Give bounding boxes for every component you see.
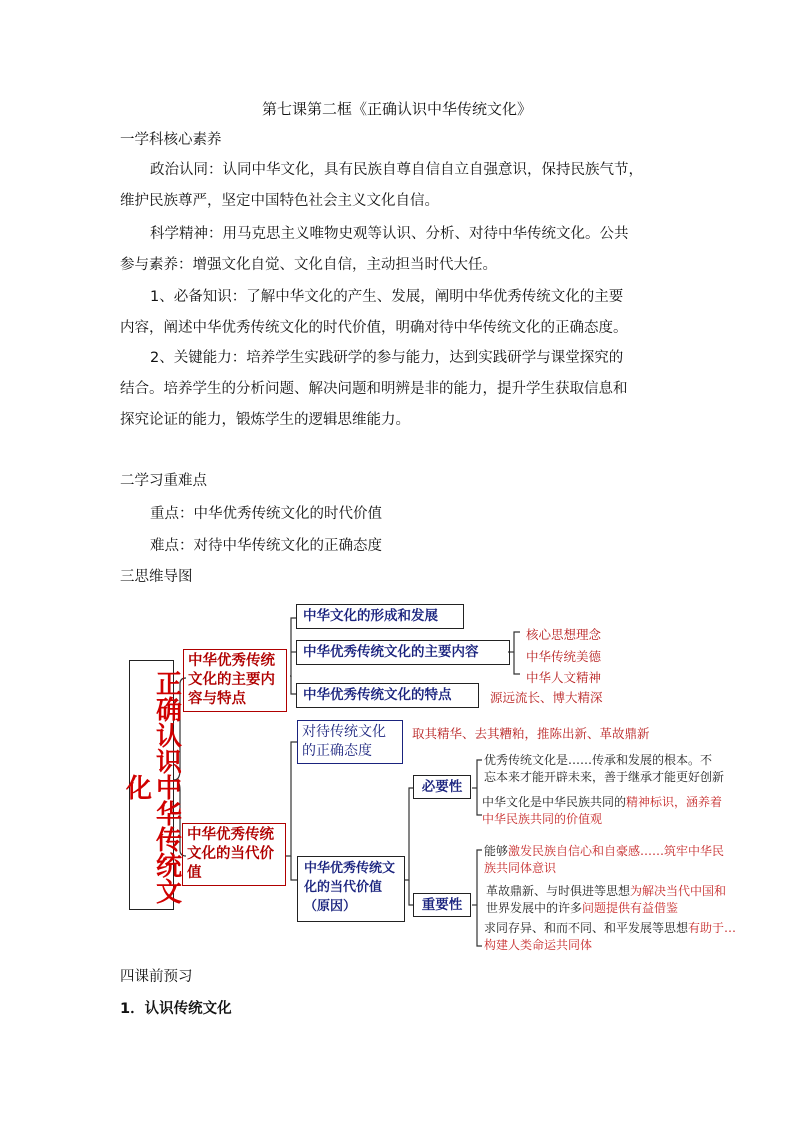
note-line [486,883,726,900]
note-highlight: 为解决当代中国和 [630,884,727,898]
node-importance: 重要性 [413,893,471,917]
note-text: 能够 [484,844,509,858]
content-item: 核心思想理念 [526,627,602,642]
note-highlight: 族共同体意识 [484,861,557,875]
note-line [482,794,722,811]
attitude-note: 取其精华、去其糟粕，推陈出新、革故鼎新 [412,726,650,741]
node-correct-attitude: 对待传统文化的正确态度 [297,720,403,764]
importance-note-1 [484,843,724,877]
note-line: 忘本来才能开辟未来，善于继承才能更好创新 [484,770,725,784]
note-highlight: 问题提供有益借鉴 [582,901,679,915]
paragraph-line: 科学精神：用马克思主义唯物史观等认识、分析、对待中华传统文化。公共 [150,226,629,242]
node-formation-development: 中华文化的形成和发展 [296,604,464,629]
section-heading-1: 一学科核心素养 [120,132,222,148]
note-line: 优秀传统文化是……传承和发展的根本。不 [484,753,713,767]
item-heading: 1．认识传统文化 [120,1001,232,1017]
note-highlight: 中华民族共同的价值观 [482,812,603,826]
section-heading-2: 二学习重难点 [120,473,207,489]
difficult-point: 难点：对待中华传统文化的正确态度 [150,538,382,554]
paragraph-line: 维护民族尊严，坚定中国特色社会主义文化自信。 [120,193,439,209]
paragraph-line: 结合。培养学生的分析问题、解决问题和明辨是非的能力，提升学生获取信息和 [120,381,628,397]
node-features: 中华优秀传统文化的特点 [296,683,479,708]
content-item: 中华传统美德 [526,649,602,664]
page-title: 第七课第二框《正确认识中华传统文化》 [261,100,532,118]
importance-note-3 [484,920,736,954]
note-line [486,900,726,917]
paragraph-line: 政治认同：认同中华文化，具有民族自尊自信自立自强意识，保持民族气节， [150,162,643,178]
mind-map-root: 正确认识中华传统文化 [129,660,174,910]
node-main-content: 中华优秀传统文化的主要内容 [296,640,510,665]
note-text: 求同存异、和而不同、和平发展等思想 [484,921,689,935]
note-highlight: 构建人类命运共同体 [484,938,593,952]
key-point: 重点：中华优秀传统文化的时代价值 [150,506,382,522]
note-line [484,843,724,860]
note-text: 革故鼎新、与时俱进等思想 [486,884,631,898]
note-highlight: 有助于… [688,921,737,935]
branch-contemporary-value: 中华优秀传统文化的当代价值 [182,823,286,886]
paragraph-line: 探究论证的能力，锻炼学生的逻辑思维能力。 [120,412,410,428]
branch-content-features: 中华优秀传统文化的主要内容与特点 [183,649,287,712]
feature-note: 源远流长、博大精深 [490,690,603,705]
necessity-note-2 [482,794,722,828]
node-necessity: 必要性 [413,775,471,799]
paragraph-line: 1、必备知识：了解中华文化的产生、发展，阐明中华优秀传统文化的主要 [150,289,624,305]
note-line [484,920,736,937]
section-heading-4: 四课前预习 [120,969,193,985]
paragraph-line: 内容，阐述中华优秀传统文化的时代价值，明确对待中华传统文化的正确态度。 [120,320,628,336]
content-item: 中华人文精神 [526,670,602,685]
note-highlight: 精神标识，涵养着 [626,795,723,809]
section-heading-3: 三思维导图 [120,569,193,585]
importance-note-2 [486,883,726,917]
necessity-note-1 [484,752,724,786]
note-text: 中华文化是中华民族共同的 [482,795,627,809]
paragraph-line: 2、关键能力：培养学生实践研学的参与能力，达到实践研学与课堂探究的 [150,350,624,366]
note-highlight: 激发民族自信心和自豪感……筑牢中华民 [508,844,725,858]
note-text: 世界发展中的许多 [486,901,583,915]
node-value-reason: 中华优秀传统文化的当代价值（原因） [297,856,405,922]
paragraph-line: 参与素养：增强文化自觉、文化自信，主动担当时代大任。 [120,257,497,273]
